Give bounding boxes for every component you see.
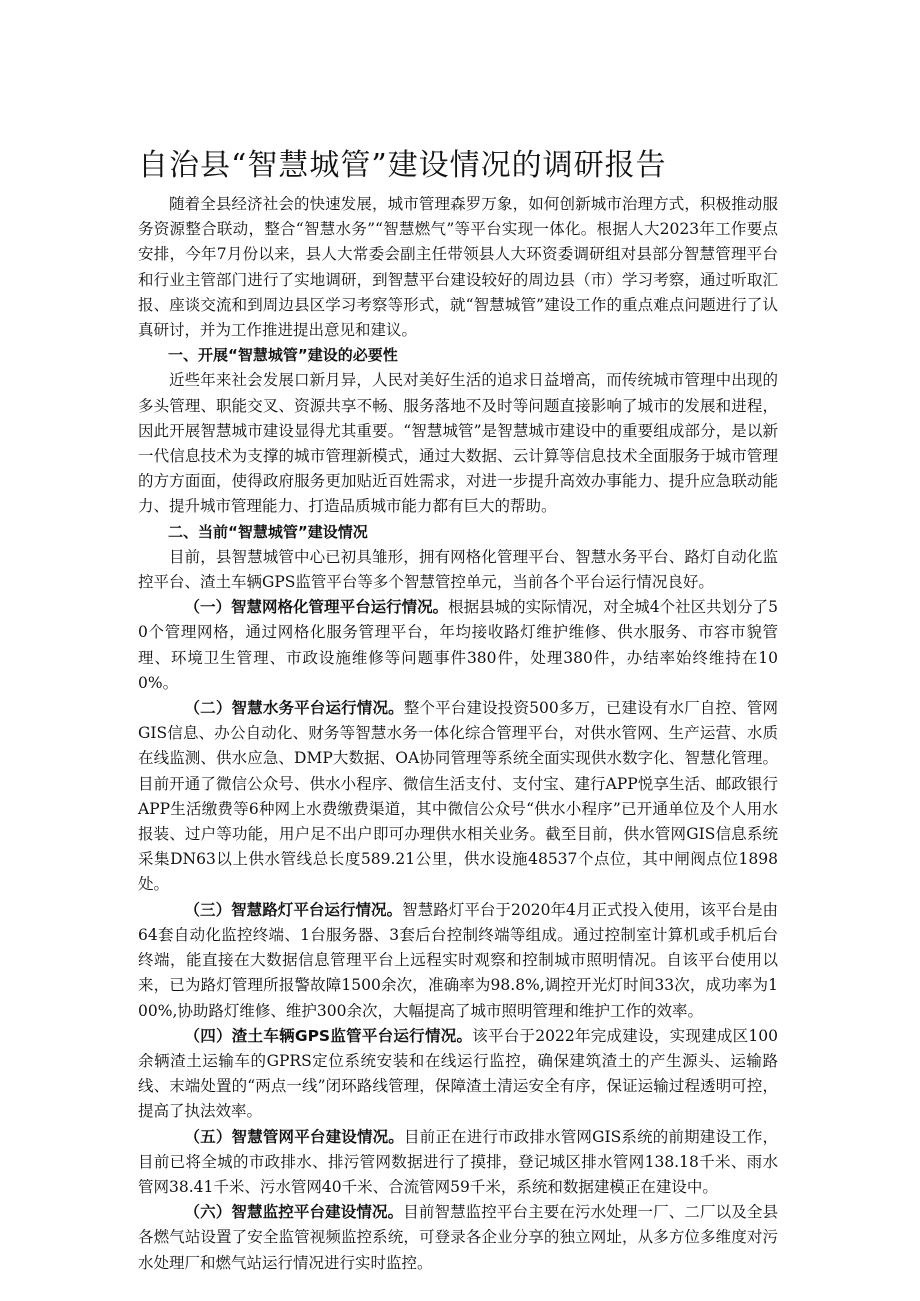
section-2-heading: 二、当前“智慧城管”建设情况 [168, 522, 368, 541]
item-1-lead: （一）智慧网格化管理平台运行情况。 [184, 598, 449, 617]
item-5-text: 目前正在进行市政排水管网GIS系统的前期建设工作，目前已将全城的市政排水、排污管网数据进行了摸排，登记城区排水管网138.18千米、雨水管网38.41千米、污水管网40千米、合流管网59千米，系统和数据建模正在建设中。 [138, 1127, 778, 1196]
item-1-text: 根据县城的实际情况，对全城4个社区共划分了50个管理网格，通过网格化服务管理平台，年均接收路灯维护维修、供水服务、市容市貌管理、环境卫生管理、市政设施维修等问题事件380件，处理380件，办结率始终维持在100%。 [138, 598, 778, 692]
section-2-paragraph: 目前，县智慧城管中心已初具雏形，拥有网格化管理平台、智慧水务平台、路灯自动化监控平台、渣土车辆GPS监管平台等多个智慧管控单元，当前各个平台运行情况良好。 [138, 547, 778, 592]
item-2-lead: （二）智慧水务平台运行情况。 [184, 699, 404, 718]
item-3-paragraph [138, 898, 778, 1024]
item-2-paragraph [138, 696, 778, 898]
item-6-lead: （六）智慧监控平台建设情况。 [184, 1203, 404, 1222]
item-4-lead: （四）渣土车辆GPS监管平台运行情况。 [184, 1026, 473, 1045]
item-5-lead: （五）智慧管网平台建设情况。 [184, 1127, 404, 1146]
document-body [138, 192, 778, 1276]
section-1-paragraph: 近些年来社会发展口新月异，人民对美好生活的追求日益增高，而传统城市管理中出现的多头管理、职能交叉、资源共享不畅、服务落地不及时等问题直接影响了城市的发展和进程，因此开展智慧城市建设显得尤其重要。“智慧城管”是智慧城市建设中的重要组成部分，是以新一代信息技术为支撑的城市管理新模式，通过大数据、云计算等信息技术全面服务于城市管理的方方面面，使得政府服务更加贴近百姓需求，对进一步提升高效办事能力、提升应急联动能力、提升城市管理能力、打造品质城市能力都有巨大的帮助。 [138, 371, 778, 516]
section-1-heading: 一、开展“智慧城管”建设的必要性 [168, 346, 398, 365]
item-2-text: 整个平台建设投资500多万，已建设有水厂自控、管网GIS信息、办公自动化、财务等智慧水务一体化综合管理平台，对供水管网、生产运营、水质在线监测、供水应急、DMP大数据、OA协同管理等系统全面实现供水数字化、智慧化管理。目前开通了微信公众号、供水小程序、微信生活支付、支付宝、建行APP悦享生活、邮政银行APP生活缴费等6种网上水费缴费渠道，其中微信公众号“供水小程序”已开通单位及个人用水报装、过户等功能，用户足不出户即可办理供水相关业务。截至目前，供水管网GIS信息系统采集DN63以上供水管线总长度589.21公里，供水设施48537个点位，其中闸阀点位1898处。 [138, 699, 778, 894]
item-3-lead: （三）智慧路灯平台运行情况。 [184, 900, 403, 919]
item-6-text: 目前智慧监控平台主要在污水处理一厂、二厂以及全县各燃气站设置了安全监管视频监控系统，可登录各企业分享的独立网址，从多方位多维度对污水处理厂和燃气站运行情况进行实时监控。 [138, 1203, 778, 1272]
item-3-text: 智慧路灯平台于2020年4月正式投入使用，该平台是由64套自动化监控终端、1台服务器、3套后台控制终端等组成。通过控制室计算机或手机后台终端，能直接在大数据信息管理平台上远程实时观察和控制城市照明情况。自该平台使用以来，已为路灯管理所报警故障1500余次，准确率为98.8%,调控开光灯时间33次，成功率为100%,协助路灯维修、维护300余次，大幅提高了城市照明管理和维护工作的效率。 [138, 900, 778, 1020]
item-4-text: 该平台于2022年完成建设，实现建成区100余辆渣土运输车的GPRS定位系统安装和在线运行监控，确保建筑渣土的产生源头、运输路线、末端处置的“两点一线”闭环路线管理，保障渣土清运安全有序，保证运输过程透明可控，提高了执法效率。 [138, 1026, 778, 1121]
intro-paragraph: 随着全县经济社会的快速发展，城市管理森罗万象，如何创新城市治理方式，积极推动服务资源整合联动，整合“智慧水务”“智慧燃气”等平台实现一体化。根据人大2023年工作要点安排，今年7月份以来，县人大常委会副主任带领县人大环资委调研组对县部分智慧管理平台和行业主管部门进行了实地调研，到智慧平台建设较好的周边县（市）学习考察，通过听取汇报、座谈交流和到周边县区学习考察等形式，就“智慧城管”建设工作的重点难点问题进行了认真研讨，并为工作推进提出意见和建议。 [138, 195, 778, 340]
item-6-paragraph [138, 1200, 778, 1276]
document-title: 自治县“智慧城管”建设情况的调研报告 [138, 148, 667, 183]
item-4-paragraph [138, 1024, 778, 1125]
item-1-paragraph [138, 595, 778, 696]
item-5-paragraph [138, 1125, 778, 1201]
